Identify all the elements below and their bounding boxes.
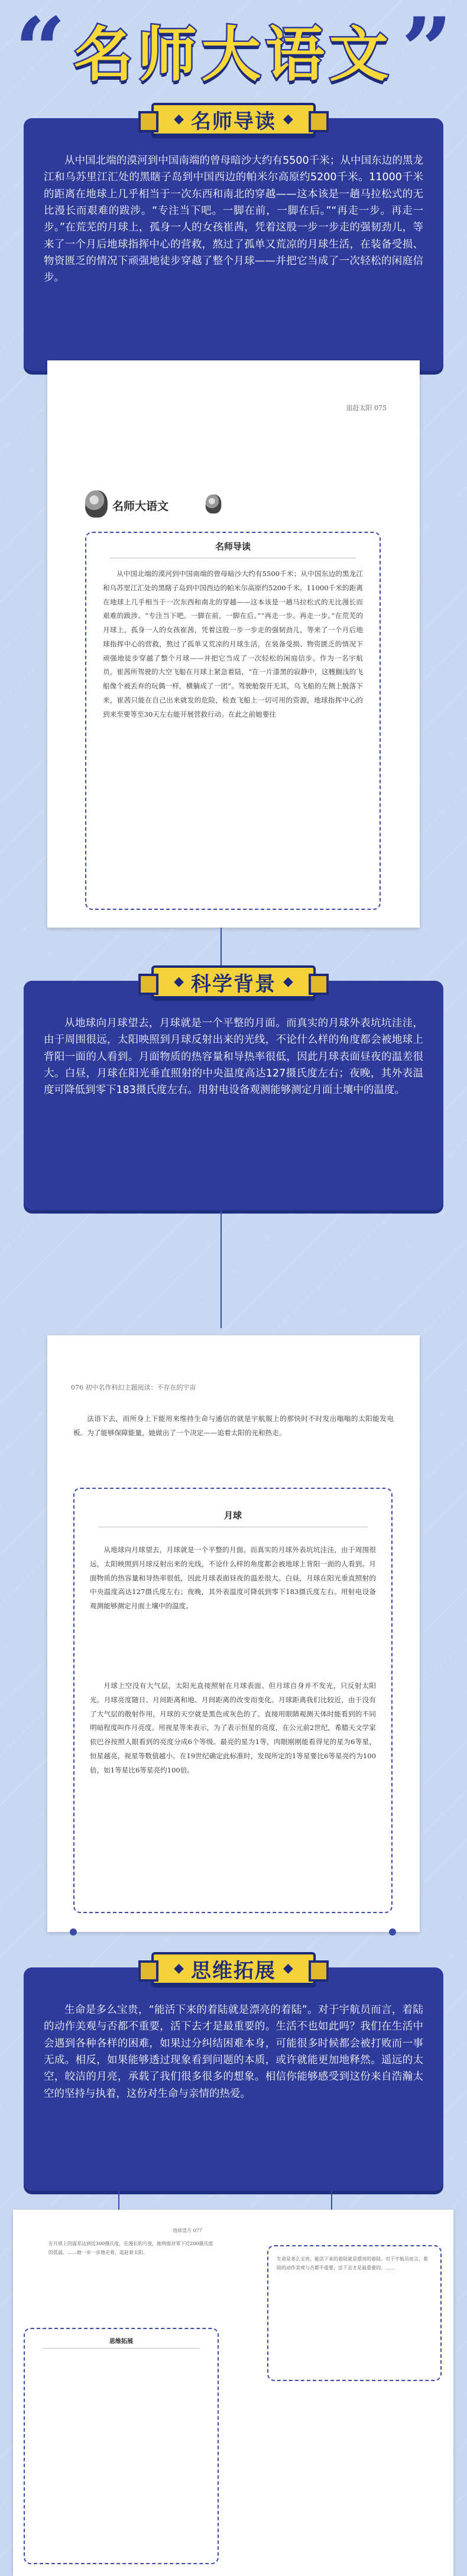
thinking-ribbon-label: 思维拓展 bbox=[191, 1959, 276, 1983]
science-ribbon-label: 科学背景 bbox=[191, 972, 276, 996]
thinking-dashed-box bbox=[24, 2328, 219, 2564]
right-dashed-box bbox=[267, 2245, 442, 2381]
guide-panel bbox=[24, 109, 443, 371]
rock-icon bbox=[206, 495, 222, 513]
page-header: 追赶太阳 075 bbox=[346, 404, 387, 412]
box-title: 思维拓展 bbox=[109, 2338, 133, 2345]
guide-text: 从中国北端的漠河到中国南端的曾母暗沙大约有5500千米；从中国东边的黑龙江和乌苏里江汇处的黑瞎子岛到中国西边的帕米尔高原约5200千米。11000千米的距离在地球上几乎相当于一次东西和南北的穿越——这本该是一趟马拉松式的无比漫长而艰难的跋涉。“专注当下吧。一脚在前，一脚在后。”“再走一步。再走一步。”在荒芜的月球上，孤身一人的女孩崔茜，凭着这股一步一步走的强韧劲儿，等来了一个月后地球指挥中心的营救，熬过了孤单又荒凉的月球生活，在装备受损、物资匮乏的情况下顽强地徒步穿越了整个月球——并把它当成了一次轻松的闲庭信步。 bbox=[44, 155, 423, 284]
left-page-text: 在月球上的温差达到近300摄氏度，在漫长的月夜，她将面对零下近200摄氏度的低温。……她一步一步地走着，追赶着太阳。 bbox=[48, 2241, 213, 2256]
moon-text-1: 从地球向月球望去，月球就是一个平整的月面。而真实的月球外表坑坑洼洼，由于周围很远，太阳映照到月球反射出来的光线，不论什么样的角度都会被地球上背阳一面的人看到。月面物质的热容量和导热率很低，因此月球表面昼夜的温差很大。白昼，月球在阳光垂直照射的中央温度高达127摄氏度左右；夜晚，其外表温度可降低到零下183摄氏度左右。用射电设备观测能够测定月面土壤中的温度。 bbox=[90, 1546, 376, 1611]
header-banner bbox=[0, 0, 467, 106]
quote-right-mark: ” bbox=[401, 0, 452, 102]
moon-dashed-box bbox=[73, 1488, 393, 1913]
diamond-icon: ◆ bbox=[283, 112, 293, 126]
connector-line bbox=[220, 1210, 222, 1328]
diamond-icon: ◆ bbox=[283, 974, 293, 989]
page-header: 076 初中名作科幻主题阅读：不存在的宇宙 bbox=[71, 1384, 196, 1391]
moon-text-2: 月球上空没有大气层，太阳光直接照射在月球表面。但月球自身并不发光，只反射太阳光。月球亮度随日、月间距离和地、月间距离的改变而变化。月球距离我们比较近，由于没有了大气层的散射作用，月球的天空就是黑色或灰色的了。直接用眼睛观测天体时能看到的不同明暗程度叫作月亮度。用视星等来表示，为了表示恒星的亮度，在公元前2世纪，希腊天文学家依巴谷按照人眼看到的亮度分成6个等级。最亮的星为1等，肉眼刚刚能看得见的星为6等星，恒星越亮，视星等数值越小。在19世纪确定此标准时，发现所定的1等星要比6等星亮约为100倍，如1等星比6等星亮约100倍。 bbox=[90, 1681, 376, 1774]
book-section-title: 名师大语文 bbox=[112, 500, 169, 513]
box-title: 月球 bbox=[223, 1510, 242, 1521]
book-page-1 bbox=[47, 360, 420, 928]
page-title: 名师大语文 bbox=[74, 20, 393, 89]
thinking-panel bbox=[24, 1959, 443, 2191]
box-title: 名师导读 bbox=[215, 541, 251, 552]
science-panel bbox=[24, 972, 443, 1210]
guide-dashed-box bbox=[85, 532, 381, 910]
diamond-icon: ◆ bbox=[174, 1961, 184, 1976]
page-header: 地球望月 077 bbox=[173, 2228, 202, 2233]
book-page-2 bbox=[47, 1335, 420, 1932]
right-page-text: 生命是多么宝贵，能活下来的着陆就是漂亮的着陆。对于宇航员而言，着陆的动作美观与否都不重要，活下去才是最重要的。…… bbox=[277, 2256, 428, 2271]
science-text: 从地球向月球望去，月球就是一个平整的月面。而真实的月球外表坑坑洼洼，由于周围很远，太阳映照到月球反射出来的光线，不论什么样的角度都会被地球上背阳一面的人看到。月面物质的热容量和导热率很低，因此月球表面昼夜的温差很大。白昼，月球在阳光垂直照射的中央温度高达127摄氏度左右；夜晚，其外表温度可降低到零下183摄氏度左右。用射电设备观测能够测定月面土壤中的温度。 bbox=[44, 1017, 423, 1097]
quote-left-mark: “ bbox=[15, 0, 66, 102]
intro-text: 法语下去，而所身上下能用来维持生命与通信的就是宇航服上的那快时不时发出嗡嗡的太阳能发电板。为了能够保障能量，她做出了一个决定——追着太阳的光和热走。 bbox=[73, 1414, 394, 1437]
mascot-icon bbox=[85, 490, 108, 518]
book-page-3 bbox=[13, 2210, 453, 2576]
diamond-icon: ◆ bbox=[283, 1961, 293, 1976]
diamond-icon: ◆ bbox=[174, 112, 184, 126]
guide-ribbon-label: 名师导读 bbox=[191, 109, 276, 134]
diamond-icon: ◆ bbox=[174, 974, 184, 989]
guide-ribbon bbox=[151, 103, 316, 136]
book-text: 从中国北端的漠河到中国南端的曾母暗沙大约有5500千米；从中国东边的黑龙江和乌苏里江汇处的黑瞎子岛到中国西边的帕米尔高原约5200千米。11000千米的距离在地球上几乎相当于一次东西和南北的穿越——这本该是一趟马拉松式的无比漫长而艰难的跋涉。“专注当下吧。一脚在前，一脚在后。”“再走一步。再走一步。”在荒芜的月球上，孤身一人的女孩崔茜，凭着这股一步一步走的强韧劲儿，等来了一个月后地球指挥中心的营救，熬过了孤单又荒凉的月球生活，在装备受损、物资匮乏的情况下顽强地徒步穿越了整个月球——并把它当成了一次轻松的闲庭信步。作为一名宇航员，崔茜所驾驶的大空飞船在月球上紧急着陆，“在一片漆黑的寂静中，这艘搁浅的飞船像个被丢弃的玩偶一样，横躺成了一团”。驾驶舱裂开无其，乌飞船的左侧上脱落下来，崔茜只能在自己出来就发的危险，检查飞船上一切可用的资源，地球指挥中心的到来至要等至30天左右能开展营救行动。在此之前她要往 bbox=[103, 570, 363, 718]
thinking-text: 生命是多么宝贵，“能活下来的着陆就是漂亮的着陆”。对于宇航员而言，着陆的动作美观与否都不重要，活下去才是最重要的。生活不也如此吗？我们在生活中会遇到各种各样的困难，如果过分纠结困难本身，可能很多时候都会被打败而一事无成。相反，如果能够透过现象看到问题的本质，或许就能更加地释然。遥远的太空，皎洁的月亮，承载了我们很多很多的想象。相信你能够感受到这份来自浩瀚太空的坚持与执着，这份对生命与亲情的热爱。 bbox=[44, 2004, 423, 2100]
science-ribbon bbox=[151, 965, 316, 998]
thinking-ribbon bbox=[151, 1952, 316, 1985]
